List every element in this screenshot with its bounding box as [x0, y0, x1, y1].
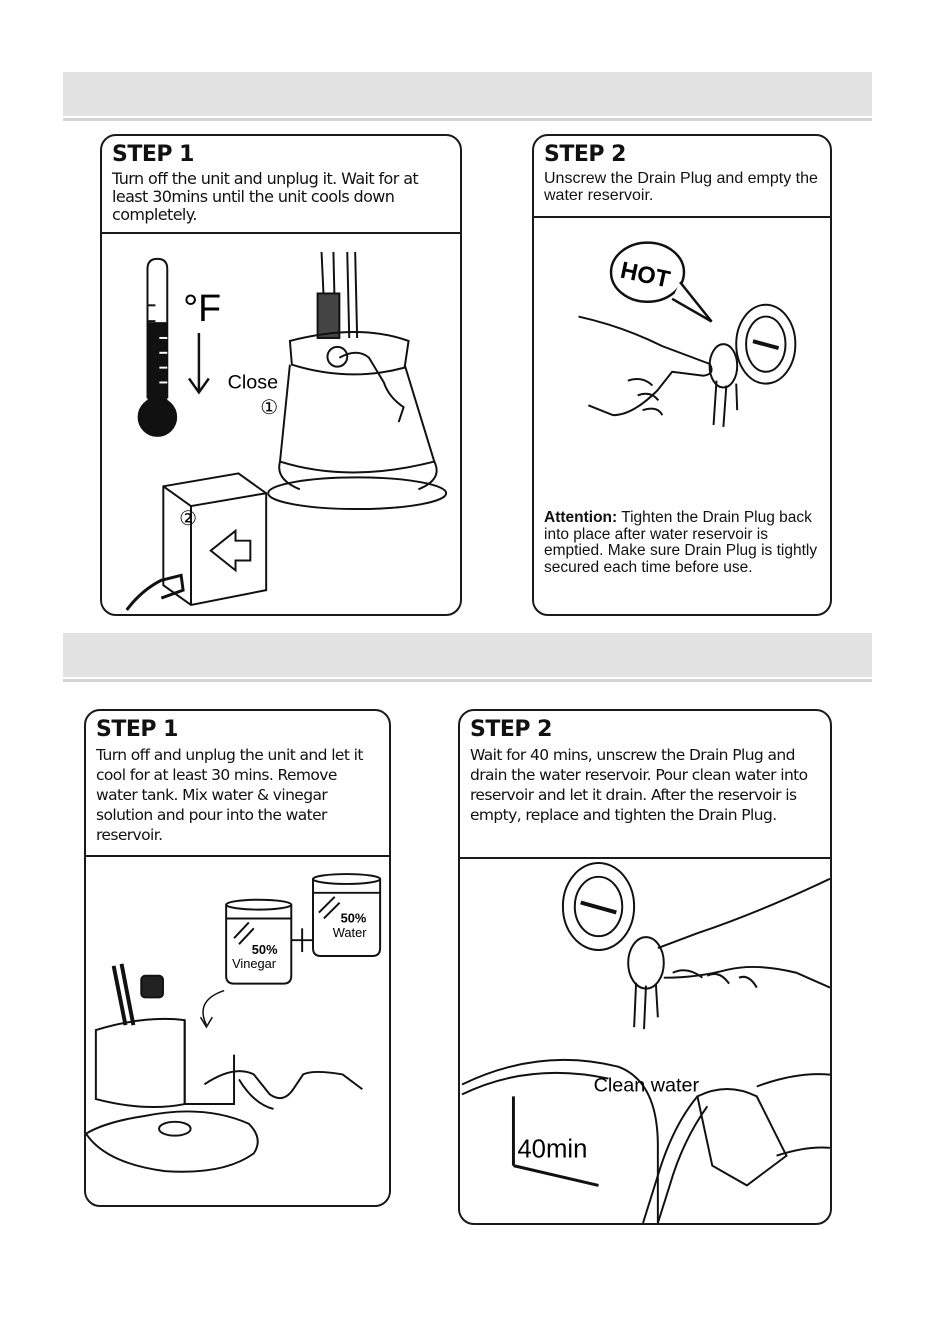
- timer-label: 40min: [517, 1135, 588, 1164]
- cooldown-svg: [102, 234, 460, 614]
- section-rule-2: [63, 679, 872, 682]
- step-description: Turn off the unit and unplug it. Wait for at least 30mins until the unit cools down completely.: [112, 169, 419, 224]
- section-rule-1: [63, 118, 872, 121]
- drain-plug-icon: [563, 863, 664, 1029]
- section-header-band-1: [63, 72, 872, 116]
- card-section1-step2: [532, 134, 832, 616]
- section-header-band-2: [63, 633, 872, 677]
- attention-text: Tighten the Drain Plug back into place after water reservoir is emptied. Make sure Drain Plug is tightly secured each time before use.: [544, 509, 818, 576]
- step-title: STEP 1: [112, 142, 194, 167]
- step-description: Turn off and unplug the unit and let it cool for at least 30 mins. Remove water tank. Mix water & vinegar solution and pour into the water reservoir.: [96, 746, 363, 844]
- card-header: [534, 136, 830, 218]
- attention-note: [544, 510, 822, 576]
- water-percent: 50%: [340, 910, 367, 926]
- arrow-down-icon: [189, 333, 209, 392]
- card-header: [460, 711, 830, 859]
- card-header: [102, 136, 460, 234]
- vinegar-label: Vinegar: [232, 955, 277, 971]
- steamer-unit-icon: [268, 252, 446, 509]
- water-cup-icon: [291, 874, 380, 956]
- close-label: Close: [227, 371, 279, 394]
- drain-flush-svg: [460, 859, 830, 1223]
- wall-socket-icon: [127, 473, 266, 609]
- hand-icon: [658, 879, 830, 988]
- water-label: Water: [332, 925, 367, 941]
- clean-water-label: Clean water: [593, 1074, 700, 1097]
- step-description: Wait for 40 mins, unscrew the Drain Plug and drain the water reservoir. Pour clean water into reservoir and let it drain. After the reservoir is empty, replace and tighten the Drain Plug.: [470, 746, 808, 824]
- step-title: STEP 2: [544, 142, 626, 167]
- hand-icon: [579, 317, 712, 416]
- marker-2: ②: [179, 507, 197, 530]
- fahrenheit-label: °F: [183, 287, 222, 330]
- vinegar-mix-svg: [86, 857, 389, 1205]
- illustration-vinegar-mix: [86, 857, 389, 1205]
- drain-plug-svg: [534, 218, 830, 494]
- drain-plug-icon: [710, 305, 796, 427]
- marker-1: ①: [260, 397, 278, 420]
- illustration-drain-flush: [460, 859, 830, 1223]
- pour-arrow-icon: [200, 991, 224, 1028]
- illustration-cooldown: [102, 234, 460, 614]
- step-description: Unscrew the Drain Plug and empty the water reservoir.: [544, 170, 818, 204]
- card-section1-step1: [100, 134, 462, 616]
- step-title: STEP 1: [96, 717, 178, 742]
- attention-label: Attention:: [544, 509, 618, 526]
- illustration-drain-plug: [534, 218, 830, 494]
- card-section2-step2: [458, 709, 832, 1225]
- hot-label: HOT: [617, 257, 673, 294]
- step-title: STEP 2: [470, 717, 552, 742]
- card-header: [86, 711, 389, 857]
- pouring-cup-icon: [643, 1074, 830, 1223]
- vinegar-percent: 50%: [251, 942, 278, 958]
- thermometer-icon: [139, 259, 177, 436]
- steamer-base-icon: [86, 964, 362, 1172]
- card-section2-step1: [84, 709, 391, 1207]
